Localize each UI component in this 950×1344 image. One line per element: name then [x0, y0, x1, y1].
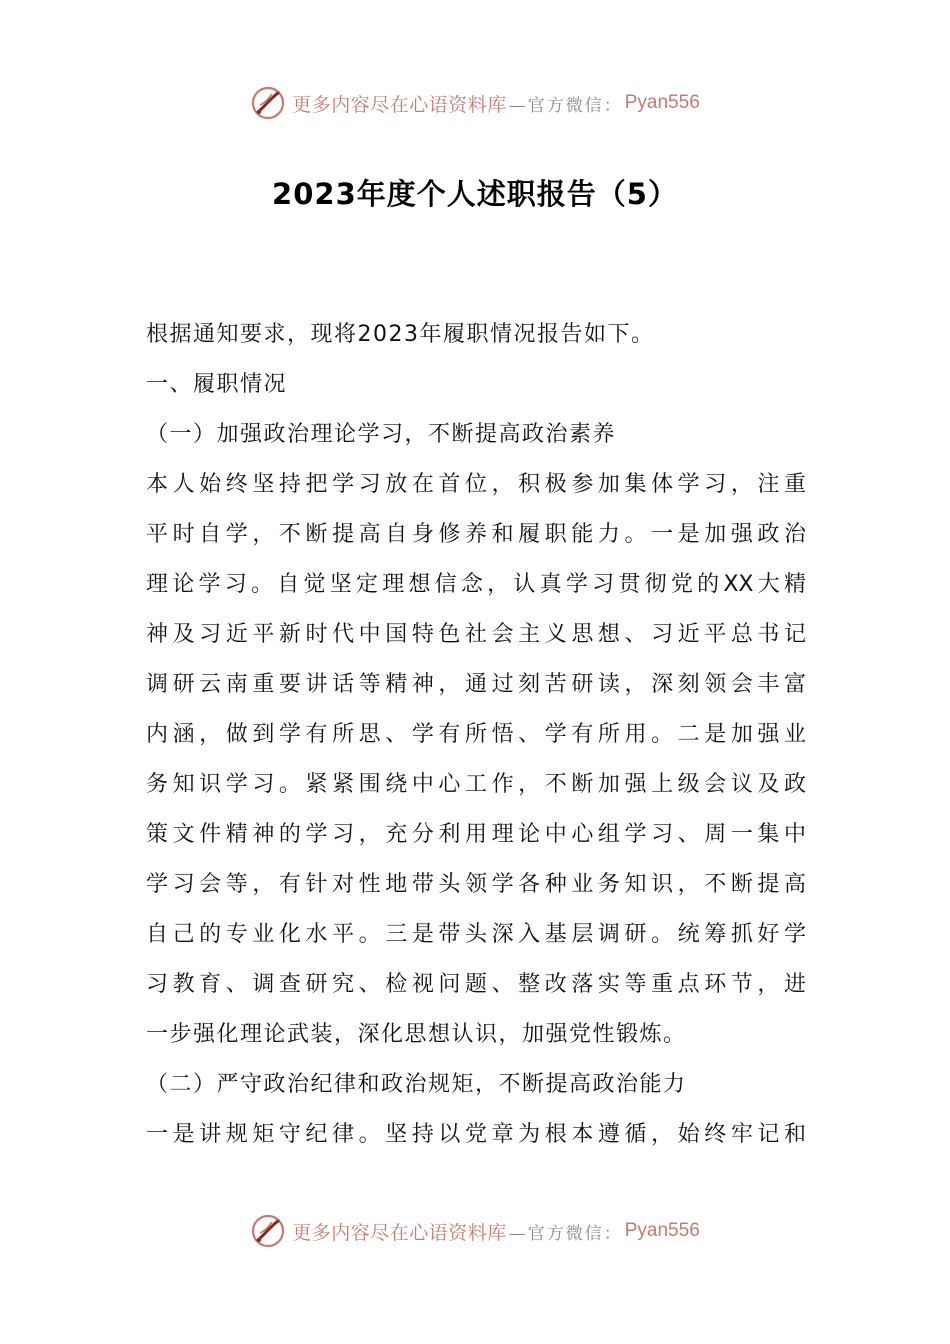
paragraph-line: 一是讲规矩守纪律。坚持以党章为根本遵循，始终牢记和: [146, 1122, 806, 1147]
paragraph-line: 自己的专业化水平。三是带头深入基层调研。统筹抓好学: [146, 922, 806, 947]
pen-logo-icon: [250, 85, 286, 121]
paragraph-line: 一步强化理论武装，深化思想认识，加强党性锻炼。: [146, 1022, 687, 1047]
document-title: 2023年度个人述职报告（5）: [272, 177, 678, 211]
paragraph-line: 策文件精神的学习，充分利用理论中心组学习、周一集中: [146, 822, 806, 847]
banner-wechat-id: Pyan556: [624, 1220, 700, 1241]
subsection-heading: （一）加强政治理论学习，不断提高政治素养: [146, 422, 617, 447]
paragraph-line: 内涵，做到学有所思、学有所悟、学有所用。二是加强业: [146, 722, 806, 747]
subsection-heading: （二）严守政治纪律和政治规矩，不断提高政治能力: [146, 1072, 687, 1097]
paragraph-line: 调研云南重要讲话等精神，通过刻苦研读，深刻领会丰富: [146, 672, 806, 697]
banner-wechat-id: Pyan556: [624, 92, 700, 113]
paragraph-line: 本人始终坚持把学习放在首位，积极参加集体学习，注重: [146, 472, 806, 497]
section-heading: 一、履职情况: [146, 372, 288, 397]
pen-logo-icon: [250, 1213, 286, 1249]
banner-separator-text: —官方微信：: [508, 1223, 623, 1244]
paragraph-line: 根据通知要求，现将2023年履职情况报告如下。: [146, 322, 655, 347]
paragraph-line: 务知识学习。紧紧围绕中心工作，不断加强上级会议及政: [146, 772, 806, 797]
paragraph-line: 理论学习。自觉坚定理想信念，认真学习贯彻党的XX大精: [146, 572, 806, 597]
document-body: [146, 312, 806, 1162]
banner-main-text: 更多内容尽在心语资料库: [292, 93, 507, 116]
header-watermark-banner: [0, 83, 950, 123]
paragraph-line: 习教育、调查研究、检视问题、整改落实等重点环节，进: [146, 972, 806, 997]
paragraph-line: 学习会等，有针对性地带头领学各种业务知识，不断提高: [146, 872, 806, 897]
banner-separator-text: —官方微信：: [508, 95, 623, 116]
paragraph-line: 神及习近平新时代中国特色社会主义思想、习近平总书记: [146, 622, 806, 647]
banner-main-text: 更多内容尽在心语资料库: [292, 1221, 507, 1244]
paragraph-line: 平时自学，不断提高自身修养和履职能力。一是加强政治: [146, 522, 806, 547]
footer-watermark-banner: [0, 1211, 950, 1251]
